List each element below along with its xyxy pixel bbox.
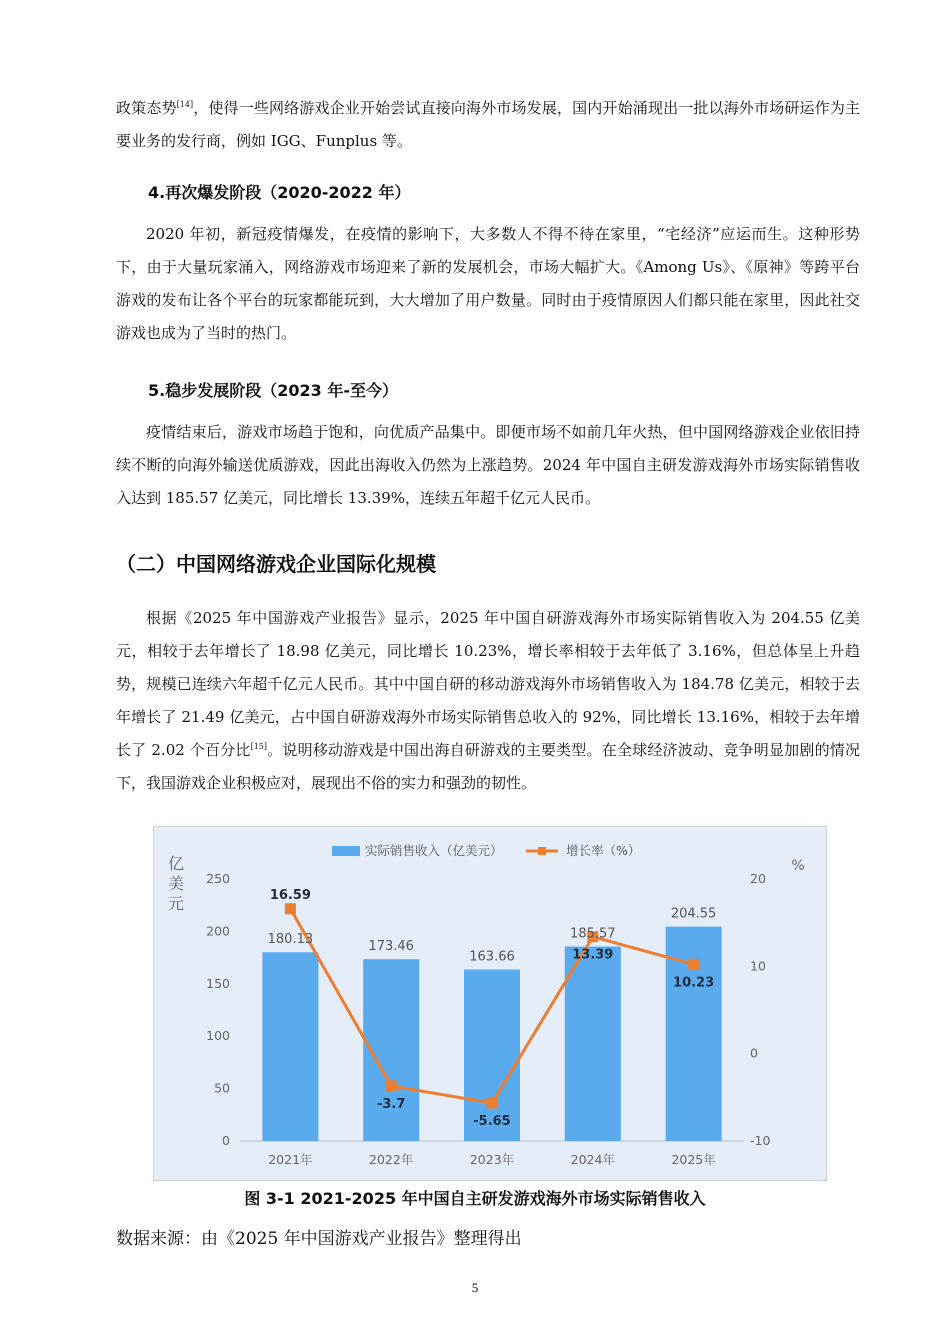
growth-rate-marker	[487, 1098, 498, 1109]
y-tick-label: 0	[222, 1133, 230, 1148]
x-tick-label: 2024年	[570, 1152, 615, 1167]
data-source: 数据来源：由《2025 年中国游戏产业报告》整理得出	[116, 1229, 522, 1249]
legend-swatch-marker	[538, 847, 546, 855]
y-tick-label: 150	[206, 975, 230, 991]
page-number: 5	[471, 1280, 479, 1295]
y-axis-unit-label	[168, 854, 184, 913]
paragraph-text: 根据《2025 年中国游戏产业报告》显示，2025 年中国自研游戏海外市场实际销售收入为 204.55 亿美元，相较于去年增长了 18.98 亿美元，同比增长 10.23%，增长率相较于去年低了 3.16%，但总体呈上升趋势，规模已连续六年超千亿元人民币。其中中国自研的移动游戏海外市场销售收入为 184.78 亿美元，相较于去年增长了 21.49 亿美元，占中国自研游戏海外市场实际销售总收入的 92%，同比增长 13.16%，相较于去年增长了 2.02 个百分比	[116, 609, 860, 759]
growth-rate-label: -3.7	[376, 1096, 406, 1112]
growth-rate-marker	[688, 959, 699, 970]
x-tick-label: 2022年	[369, 1152, 414, 1167]
growth-rate-label: -5.65	[473, 1114, 511, 1130]
y2-tick-label: -10	[750, 1133, 771, 1148]
legend-label-growth: 增长率（%）	[566, 843, 641, 858]
section-heading: （二）中国网络游戏企业国际化规模	[116, 552, 436, 576]
citation-ref: [14]	[176, 100, 194, 109]
paragraph-intro	[116, 92, 860, 158]
growth-rate-marker	[285, 903, 296, 914]
bar-value-label: 180.13	[267, 932, 314, 948]
revenue-bar	[262, 952, 318, 1141]
growth-rate-marker	[386, 1080, 397, 1091]
heading-stage-4: 4.再次爆发阶段（2020-2022 年）	[148, 183, 411, 202]
paragraph-stage-5: 疫情结束后，游戏市场趋于饱和，向优质产品集中。即便市场不如前几年火热，但中国网络游戏企业依旧持续不断的向海外输送优质游戏，因此出海收入仍然为上涨趋势。2024 年中国自主研发游戏海外市场实际销售收入达到 185.57 亿美元，同比增长 13.39%，连续五年超千亿元人民币。	[116, 423, 860, 507]
y-tick-label: 200	[206, 923, 230, 939]
revenue-bar	[565, 947, 621, 1141]
y-tick-label: 250	[206, 871, 230, 886]
figure-caption: 图 3-1 2021-2025 年中国自主研发游戏海外市场实际销售收入	[244, 1189, 706, 1208]
growth-rate-label: 13.39	[572, 947, 614, 963]
bar-value-label: 185.57	[570, 926, 616, 942]
paragraph-text: 。说明移动游戏是中国出海自研游戏的主要类型。在全球经济波动、竞争明显加剧的情况下，我国游戏企业积极应对，展现出不俗的实力和强劲的韧性。	[116, 741, 860, 792]
paragraph-stage-4: 2020 年初，新冠疫情爆发，在疫情的影响下，大多数人不得不待在家里，“宅经济”应运而生。这种形势下，由于大量玩家涌入，网络游戏市场迎来了新的发展机会，市场大幅扩大。《Among Us》、《原神》等跨平台游戏的发布让各个平台的玩家都能玩到，大大增加了用户数量。同时由于疫情原因人们都只能在家里，因此社交游戏也成为了当时的热门。	[116, 225, 860, 342]
x-tick-label: 2025年	[671, 1152, 716, 1167]
y-tick-label: 100	[206, 1028, 230, 1044]
legend-swatch-bar	[332, 846, 360, 856]
y-axis-unit-char: 美	[168, 874, 185, 893]
paragraph-text: 政策态势	[116, 99, 177, 117]
y-axis-unit-char: 亿	[168, 854, 185, 873]
x-tick-label: 2021年	[268, 1152, 313, 1167]
chart-canvas	[154, 827, 828, 1182]
chart-legend	[332, 843, 640, 858]
y2-axis-unit-label: %	[791, 858, 805, 874]
y-tick-label: 50	[214, 1080, 230, 1096]
bar-value-label: 204.55	[670, 906, 717, 922]
bar-value-label: 173.46	[368, 939, 414, 955]
growth-rate-label: 10.23	[673, 975, 715, 991]
growth-rate-label: 16.59	[269, 887, 311, 903]
y2-tick-label: 0	[750, 1045, 758, 1061]
citation-ref: [15]	[250, 742, 267, 751]
heading-stage-5: 5.稳步发展阶段（2023 年-至今）	[148, 381, 398, 400]
y2-tick-label: 10	[750, 958, 766, 974]
y-axis-unit-char: 元	[168, 894, 185, 913]
x-tick-label: 2023年	[469, 1152, 515, 1167]
y2-tick-label: 20	[750, 871, 766, 886]
bar-value-label: 163.66	[469, 949, 515, 965]
paragraph-scale	[116, 602, 860, 800]
revenue-chart	[153, 826, 827, 1181]
paragraph-text: ，使得一些网络游戏企业开始尝试直接向海外市场发展，国内开始涌现出一批以海外市场研运作为主要业务的发行商，例如 IGG、Funplus 等。	[116, 99, 860, 150]
legend-label-revenue: 实际销售收入（亿美元）	[365, 843, 503, 858]
